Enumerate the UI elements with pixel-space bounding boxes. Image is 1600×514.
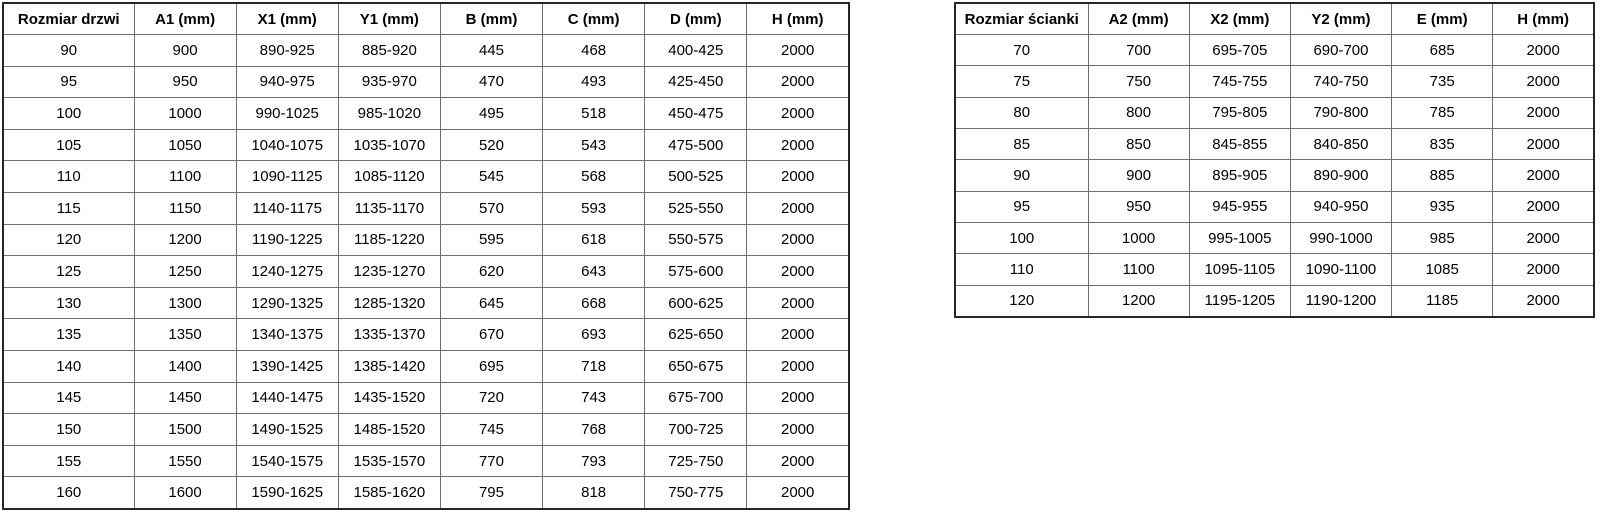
table-cell: 985 [1392, 222, 1493, 253]
table-cell: 2000 [747, 414, 849, 446]
wall-table-header-row [955, 3, 1594, 35]
table-cell: 935 [1392, 191, 1493, 222]
table-cell: 100 [3, 98, 134, 130]
table-cell: 1140-1175 [236, 192, 338, 224]
column-header: Rozmiar ścianki [955, 3, 1088, 35]
table-cell: 550-575 [645, 224, 747, 256]
table-cell: 790-800 [1290, 97, 1391, 128]
table-cell: 120 [3, 224, 134, 256]
table-row [3, 256, 849, 288]
table-cell: 85 [955, 128, 1088, 159]
table-cell: 685 [1392, 35, 1493, 66]
table-cell: 1040-1075 [236, 129, 338, 161]
table-cell: 1585-1620 [338, 477, 440, 509]
table-cell: 520 [440, 129, 542, 161]
column-header: E (mm) [1392, 3, 1493, 35]
table-cell: 1340-1375 [236, 319, 338, 351]
table-cell: 2000 [747, 66, 849, 98]
table-cell: 700 [1088, 35, 1189, 66]
table-cell: 2000 [1493, 285, 1594, 317]
table-cell: 120 [955, 285, 1088, 317]
table-cell: 2000 [747, 161, 849, 193]
table-cell: 770 [440, 445, 542, 477]
table-cell: 95 [3, 66, 134, 98]
table-cell: 1400 [134, 350, 236, 382]
table-cell: 2000 [747, 256, 849, 288]
table-cell: 80 [955, 97, 1088, 128]
table-cell: 1235-1270 [338, 256, 440, 288]
table-cell: 1290-1325 [236, 287, 338, 319]
table-row [955, 285, 1594, 317]
table-row [3, 192, 849, 224]
table-cell: 145 [3, 382, 134, 414]
table-cell: 695-705 [1189, 35, 1290, 66]
table-cell: 795 [440, 477, 542, 509]
table-cell: 745 [440, 414, 542, 446]
table-row [955, 222, 1594, 253]
table-cell: 1390-1425 [236, 350, 338, 382]
table-cell: 575-600 [645, 256, 747, 288]
table-cell: 2000 [1493, 191, 1594, 222]
table-cell: 2000 [1493, 128, 1594, 159]
table-cell: 618 [543, 224, 645, 256]
table-cell: 2000 [747, 98, 849, 130]
table-cell: 645 [440, 287, 542, 319]
table-cell: 990-1000 [1290, 222, 1391, 253]
table-cell: 493 [543, 66, 645, 98]
table-cell: 675-700 [645, 382, 747, 414]
table-cell: 720 [440, 382, 542, 414]
table-cell: 940-975 [236, 66, 338, 98]
table-cell: 1150 [134, 192, 236, 224]
table-cell: 2000 [1493, 222, 1594, 253]
table-cell: 400-425 [645, 35, 747, 67]
table-cell: 1200 [1088, 285, 1189, 317]
table-cell: 1500 [134, 414, 236, 446]
table-cell: 940-950 [1290, 191, 1391, 222]
table-cell: 1095-1105 [1189, 254, 1290, 285]
column-header: X1 (mm) [236, 3, 338, 35]
table-row [955, 66, 1594, 97]
table-cell: 995-1005 [1189, 222, 1290, 253]
table-cell: 2000 [747, 350, 849, 382]
table-cell: 525-550 [645, 192, 747, 224]
table-cell: 1185 [1392, 285, 1493, 317]
table-cell: 155 [3, 445, 134, 477]
table-cell: 845-855 [1189, 128, 1290, 159]
table-cell: 1335-1370 [338, 319, 440, 351]
table-cell: 543 [543, 129, 645, 161]
table-cell: 690-700 [1290, 35, 1391, 66]
table-cell: 2000 [747, 319, 849, 351]
table-cell: 160 [3, 477, 134, 509]
table-cell: 495 [440, 98, 542, 130]
table-cell: 750-775 [645, 477, 747, 509]
table-cell: 668 [543, 287, 645, 319]
table-cell: 735 [1392, 66, 1493, 97]
table-cell: 650-675 [645, 350, 747, 382]
table-cell: 593 [543, 192, 645, 224]
column-header: H (mm) [1493, 3, 1594, 35]
table-cell: 643 [543, 256, 645, 288]
table-cell: 935-970 [338, 66, 440, 98]
table-cell: 595 [440, 224, 542, 256]
table-cell: 1090-1100 [1290, 254, 1391, 285]
table-cell: 750 [1088, 66, 1189, 97]
table-cell: 1090-1125 [236, 161, 338, 193]
table-cell: 570 [440, 192, 542, 224]
table-row [955, 191, 1594, 222]
table-row [3, 35, 849, 67]
table-cell: 90 [955, 160, 1088, 191]
table-cell: 2000 [1493, 35, 1594, 66]
table-cell: 545 [440, 161, 542, 193]
table-cell: 130 [3, 287, 134, 319]
table-cell: 2000 [747, 382, 849, 414]
table-cell: 1035-1070 [338, 129, 440, 161]
table-cell: 785 [1392, 97, 1493, 128]
table-cell: 1440-1475 [236, 382, 338, 414]
table-cell: 1240-1275 [236, 256, 338, 288]
column-header: B (mm) [440, 3, 542, 35]
table-cell: 425-450 [645, 66, 747, 98]
table-cell: 468 [543, 35, 645, 67]
table-cell: 600-625 [645, 287, 747, 319]
table-cell: 90 [3, 35, 134, 67]
column-header: X2 (mm) [1189, 3, 1290, 35]
table-cell: 445 [440, 35, 542, 67]
column-header: A1 (mm) [134, 3, 236, 35]
column-header: Y2 (mm) [1290, 3, 1391, 35]
table-cell: 1100 [134, 161, 236, 193]
table-cell: 2000 [747, 287, 849, 319]
table-row [955, 97, 1594, 128]
table-cell: 990-1025 [236, 98, 338, 130]
table-cell: 2000 [747, 445, 849, 477]
table-cell: 1185-1220 [338, 224, 440, 256]
table-cell: 1550 [134, 445, 236, 477]
table-cell: 1535-1570 [338, 445, 440, 477]
table-cell: 110 [955, 254, 1088, 285]
table-cell: 110 [3, 161, 134, 193]
table-cell: 885-920 [338, 35, 440, 67]
table-cell: 1285-1320 [338, 287, 440, 319]
table-cell: 2000 [1493, 97, 1594, 128]
table-cell: 450-475 [645, 98, 747, 130]
table-cell: 1000 [134, 98, 236, 130]
table-cell: 115 [3, 192, 134, 224]
table-cell: 795-805 [1189, 97, 1290, 128]
table-cell: 718 [543, 350, 645, 382]
table-cell: 1190-1225 [236, 224, 338, 256]
table-row [955, 35, 1594, 66]
table-cell: 1385-1420 [338, 350, 440, 382]
table-cell: 670 [440, 319, 542, 351]
table-cell: 1540-1575 [236, 445, 338, 477]
table-cell: 985-1020 [338, 98, 440, 130]
table-cell: 100 [955, 222, 1088, 253]
table-cell: 950 [1088, 191, 1189, 222]
column-header: C (mm) [543, 3, 645, 35]
table-cell: 740-750 [1290, 66, 1391, 97]
table-row [3, 319, 849, 351]
table-cell: 2000 [1493, 66, 1594, 97]
table-cell: 945-955 [1189, 191, 1290, 222]
table-cell: 818 [543, 477, 645, 509]
table-cell: 835 [1392, 128, 1493, 159]
column-header: Rozmiar drzwi [3, 3, 134, 35]
table-cell: 725-750 [645, 445, 747, 477]
column-header: A2 (mm) [1088, 3, 1189, 35]
table-cell: 2000 [747, 477, 849, 509]
table-row [3, 161, 849, 193]
table-cell: 1490-1525 [236, 414, 338, 446]
table-row [3, 129, 849, 161]
table-row [955, 160, 1594, 191]
table-cell: 568 [543, 161, 645, 193]
table-row [3, 350, 849, 382]
door-sizes-table [2, 2, 850, 510]
table-cell: 2000 [747, 129, 849, 161]
table-cell: 840-850 [1290, 128, 1391, 159]
table-cell: 475-500 [645, 129, 747, 161]
table-row [3, 287, 849, 319]
table-row [3, 382, 849, 414]
table-cell: 1190-1200 [1290, 285, 1391, 317]
table-cell: 2000 [1493, 160, 1594, 191]
table-cell: 1200 [134, 224, 236, 256]
table-cell: 150 [3, 414, 134, 446]
table-cell: 700-725 [645, 414, 747, 446]
table-cell: 885 [1392, 160, 1493, 191]
table-cell: 125 [3, 256, 134, 288]
table-cell: 1300 [134, 287, 236, 319]
table-row [955, 128, 1594, 159]
table-row [955, 254, 1594, 285]
table-cell: 1590-1625 [236, 477, 338, 509]
door-table-header-row [3, 3, 849, 35]
column-header: H (mm) [747, 3, 849, 35]
table-cell: 500-525 [645, 161, 747, 193]
table-cell: 768 [543, 414, 645, 446]
table-row [3, 224, 849, 256]
column-header: Y1 (mm) [338, 3, 440, 35]
table-cell: 950 [134, 66, 236, 98]
table-cell: 2000 [1493, 254, 1594, 285]
table-cell: 695 [440, 350, 542, 382]
column-header: D (mm) [645, 3, 747, 35]
table-cell: 800 [1088, 97, 1189, 128]
table-cell: 625-650 [645, 319, 747, 351]
table-cell: 850 [1088, 128, 1189, 159]
table-cell: 2000 [747, 35, 849, 67]
table-cell: 1085-1120 [338, 161, 440, 193]
table-row [3, 66, 849, 98]
table-cell: 890-925 [236, 35, 338, 67]
table-cell: 743 [543, 382, 645, 414]
table-cell: 1485-1520 [338, 414, 440, 446]
table-cell: 1250 [134, 256, 236, 288]
table-cell: 1050 [134, 129, 236, 161]
table-cell: 900 [1088, 160, 1189, 191]
table-row [3, 98, 849, 130]
table-row [3, 477, 849, 509]
table-cell: 95 [955, 191, 1088, 222]
table-cell: 2000 [747, 192, 849, 224]
table-row [3, 414, 849, 446]
table-cell: 745-755 [1189, 66, 1290, 97]
table-cell: 470 [440, 66, 542, 98]
table-cell: 70 [955, 35, 1088, 66]
table-cell: 693 [543, 319, 645, 351]
table-cell: 1000 [1088, 222, 1189, 253]
table-row [3, 445, 849, 477]
table-cell: 1100 [1088, 254, 1189, 285]
table-cell: 135 [3, 319, 134, 351]
table-cell: 1085 [1392, 254, 1493, 285]
table-cell: 105 [3, 129, 134, 161]
table-cell: 1195-1205 [1189, 285, 1290, 317]
table-cell: 1450 [134, 382, 236, 414]
table-cell: 75 [955, 66, 1088, 97]
table-cell: 1135-1170 [338, 192, 440, 224]
table-cell: 620 [440, 256, 542, 288]
table-cell: 140 [3, 350, 134, 382]
table-cell: 900 [134, 35, 236, 67]
table-cell: 895-905 [1189, 160, 1290, 191]
table-cell: 518 [543, 98, 645, 130]
wall-sizes-table [954, 2, 1595, 318]
table-cell: 1350 [134, 319, 236, 351]
table-cell: 2000 [747, 224, 849, 256]
table-cell: 1600 [134, 477, 236, 509]
table-cell: 1435-1520 [338, 382, 440, 414]
table-cell: 890-900 [1290, 160, 1391, 191]
table-cell: 793 [543, 445, 645, 477]
